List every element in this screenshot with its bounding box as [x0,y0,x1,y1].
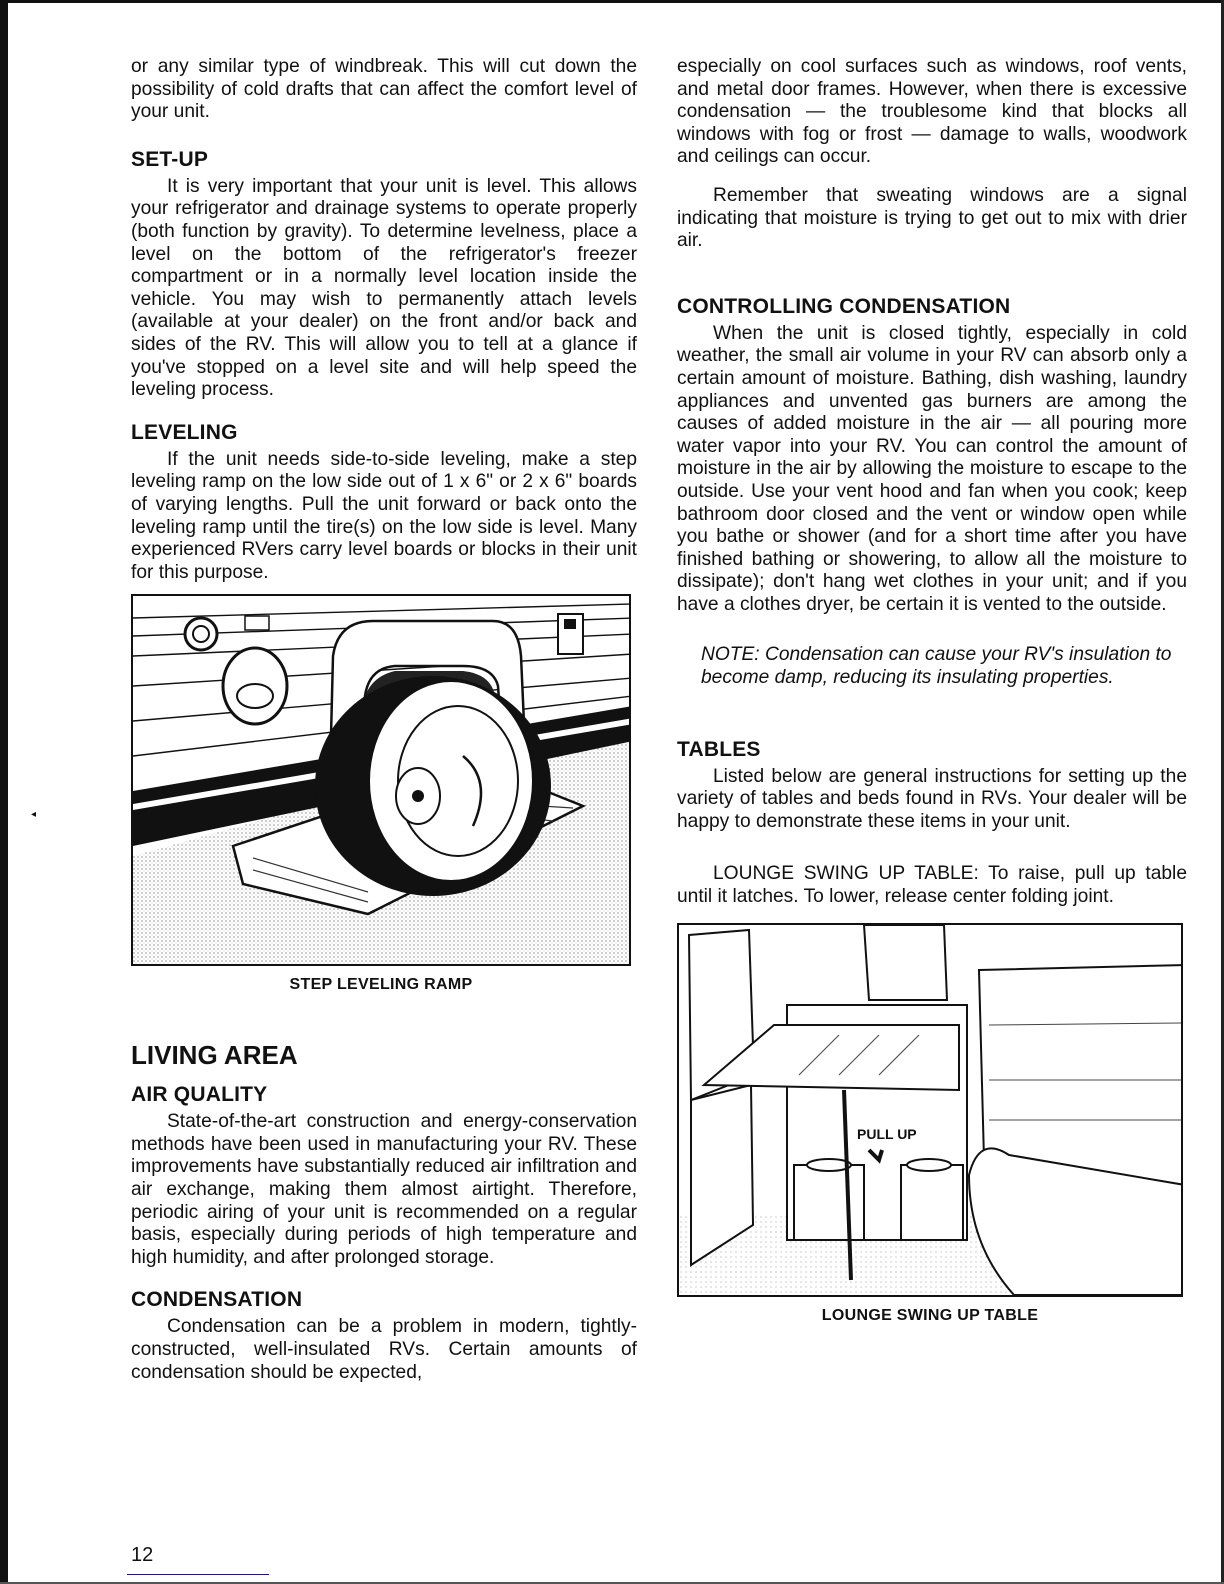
controlling-condensation-heading: CONTROLLING CONDENSATION [677,294,1011,318]
remember-paragraph: Remember that sweating windows are a signal indicating that moisture is trying to get out to mix with drier air. [677,184,1187,252]
controlling-condensation-body: When the unit is closed tightly, especially in cold weather, the small air volume in your RV can absorb only a certain amount of moisture. Bathing, dish washing, laundry appliances and unvented gas burners are among the causes of added moisture in the air — all pouring more water vapor into your RV. You can control the amount of moisture in the air by allowing the moisture to escape to the outside. Use your vent hood and fan when you cook; keep bathroom door closed and the vent or window open while you bathe or shower (and for a short time after you have finished bathing or showering, to allow all the moisture to dissipate); don't hang wet clothes in your unit; and if you have a clothes dryer, be certain it is vented to the outside. [677,322,1187,615]
living-area-heading: LIVING AREA [131,1040,298,1071]
figure-lounge-swing-up-table [677,923,1183,1325]
figure-step-leveling-ramp [131,594,631,994]
footer-rule [127,1574,269,1575]
condensation-continued: especially on cool surfaces such as windows, roof vents, and metal door frames. However, when there is excessive condensation — the troublesome kind that blocks all windows with fog or frost — damage to walls, woodwork and ceilings can occur. [677,56,1187,168]
air-quality-heading: AIR QUALITY [131,1083,268,1107]
air-quality-body: State-of-the-art construction and energy-conservation methods have been used in manufacturing your RV. These improvements have substantially reduced air infiltration and air exchange, making them almost airtight. Therefore, periodic airing of your unit is recommended on a regular basis, especially during periods of high temperature and high humidity, and after prolonged storage. [131,1111,637,1268]
insulation-note: NOTE: Condensation can cause your RV's insulation to become damp, reducing its insulating properties. [701,644,1172,689]
right-column [677,56,1187,1325]
lounge-swing-up-instructions: LOUNGE SWING UP TABLE: To raise, pull up table until it latches. To lower, release center folding joint. [677,863,1187,908]
step-leveling-ramp-illustration [131,594,631,966]
scan-border-top [0,0,1224,3]
leveling-body: If the unit needs side-to-side leveling, make a step leveling ramp on the low side out of 1 x 6" or 2 x 6" boards of varying lengths. Pull the unit forward or back onto the leveling ramp until the tire(s) on the low side is level. Many experienced RVers carry level boards or blocks in their unit for this purpose. [131,448,637,583]
setup-body: It is very important that your unit is level. This allows your refrigerator and drainage systems to operate properly (both function by gravity). To determine levelness, place a level on the bottom of the refrigerator's freezer compartment or in a normally level location inside the vehicle. You may wish to permanently attach levels (available at your dealer) on the front and/or back and sides of the RV. This will allow you to tell at a glance if you've stopped on a level site and will help speed the leveling process. [131,175,637,401]
page-number: 12 [131,1544,154,1566]
rv-wheel-on-ramp-drawing [133,596,631,964]
tables-heading: TABLES [677,737,761,761]
tables-body: Listed below are general instructions for setting up the variety of tables and beds found in RVs. Your dealer will be happy to demonstrate these items in your unit. [677,765,1187,832]
left-column [131,56,637,1384]
scan-mark: ◂ [31,809,37,820]
intro-paragraph: or any similar type of windbreak. This will cut down the possibility of cold drafts that can affect the comfort level of your unit. [131,56,637,123]
pull-up-label: PULL UP [857,1125,917,1142]
condensation-body: Condensation can be a problem in modern, tightly-constructed, well-insulated RVs. Certain amounts of condensation should be expected, [131,1316,637,1383]
lounge-swing-up-table-illustration [677,923,1183,1297]
step-leveling-ramp-caption: STEP LEVELING RAMP [289,976,473,994]
swing-up-table-drawing [679,925,1183,1295]
scan-border-left [0,0,8,1584]
lounge-swing-up-table-caption: LOUNGE SWING UP TABLE [821,1306,1039,1324]
setup-heading: SET-UP [131,147,209,171]
condensation-heading: CONDENSATION [131,1288,303,1312]
leveling-heading: LEVELING [131,420,238,444]
